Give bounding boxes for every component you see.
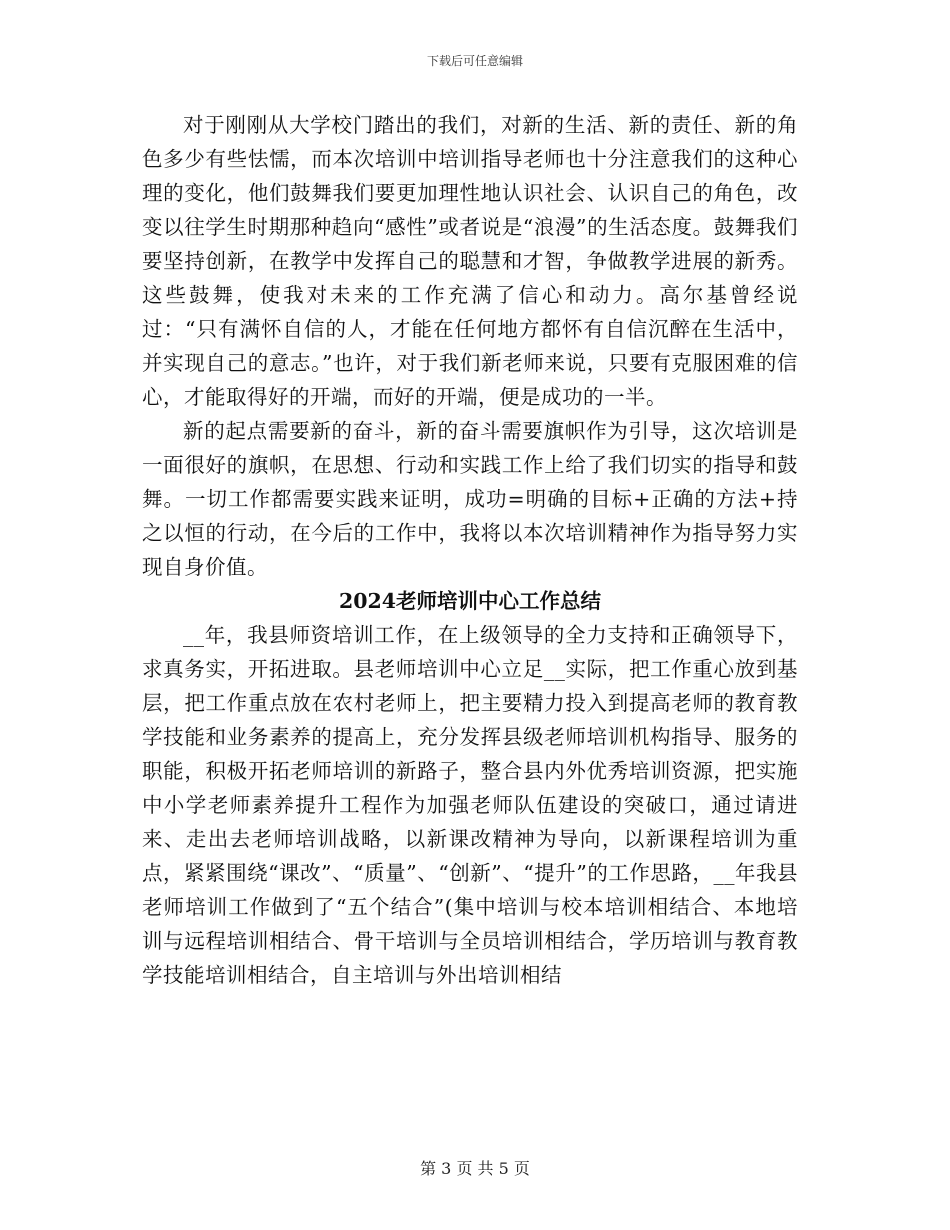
paragraph: 新的起点需要新的奋斗，新的奋斗需要旗帜作为引导，这次培训是一面很好的旗帜，在思想、行动和实践工作上给了我们切实的指导和鼓舞。一切工作都需要实践来证明，成功=明确的目标+正确的方法+持之以恒的行动，在今后的工作中，我将以本次培训精神作为指导努力实现自身价值。	[142, 419, 798, 579]
document-body	[142, 108, 798, 992]
page-header: 下载后可任意编辑	[426, 54, 523, 68]
page-number: 第 3 页 共 5 页	[420, 1159, 530, 1178]
paragraph: 对于刚刚从大学校门踏出的我们，对新的生活、新的责任、新的角色多少有些怯懦，而本次培训中培训指导老师也十分注意我们的这种心理的变化，他们鼓舞我们要更加理性地认识社会、认识自己的角色，改变以往学生时期那种趋向“感性”或者说是“浪漫”的生活态度。鼓舞我们要坚持创新，在教学中发挥自己的聪慧和才智，争做教学进展的新秀。这些鼓舞，使我对未来的工作充满了信心和动力。高尔基曾经说过：“只有满怀自信的人，才能在任何地方都怀有自信沉醉在生活中，并实现自己的意志。”也许，对于我们新老师来说，只要有克服困难的信心，才能取得好的开端，而好的开端，便是成功的一半。	[142, 113, 798, 409]
section-title: 2024老师培训中心工作总结	[338, 589, 602, 613]
paragraph: __年，我县师资培训工作，在上级领导的全力支持和正确领导下，求真务实，开拓进取。县老师培训中心立足__实际，把工作重心放到基层，把工作重点放在农村老师上，把主要精力投入到提高老师的教育教学技能和业务素养的提高上，充分发挥县级老师培训机构指导、服务的职能，积极开拓老师培训的新路子，整合县内外优秀培训资源，把实施中小学老师素养提升工程作为加强老师队伍建设的突破口，通过请进来、走出去老师培训战略，以新课改精神为导向，以新课程培训为重点，紧紧围绕“课改”、“质量”、“创新”、“提升”的工作思路，__年我县老师培训工作做到了“五个结合”(集中培训与校本培训相结合、本地培训与远程培训相结合、骨干培训与全员培训相结合，学历培训与教育教学技能培训相结合，自主培训与外出培训相结	[142, 623, 798, 987]
